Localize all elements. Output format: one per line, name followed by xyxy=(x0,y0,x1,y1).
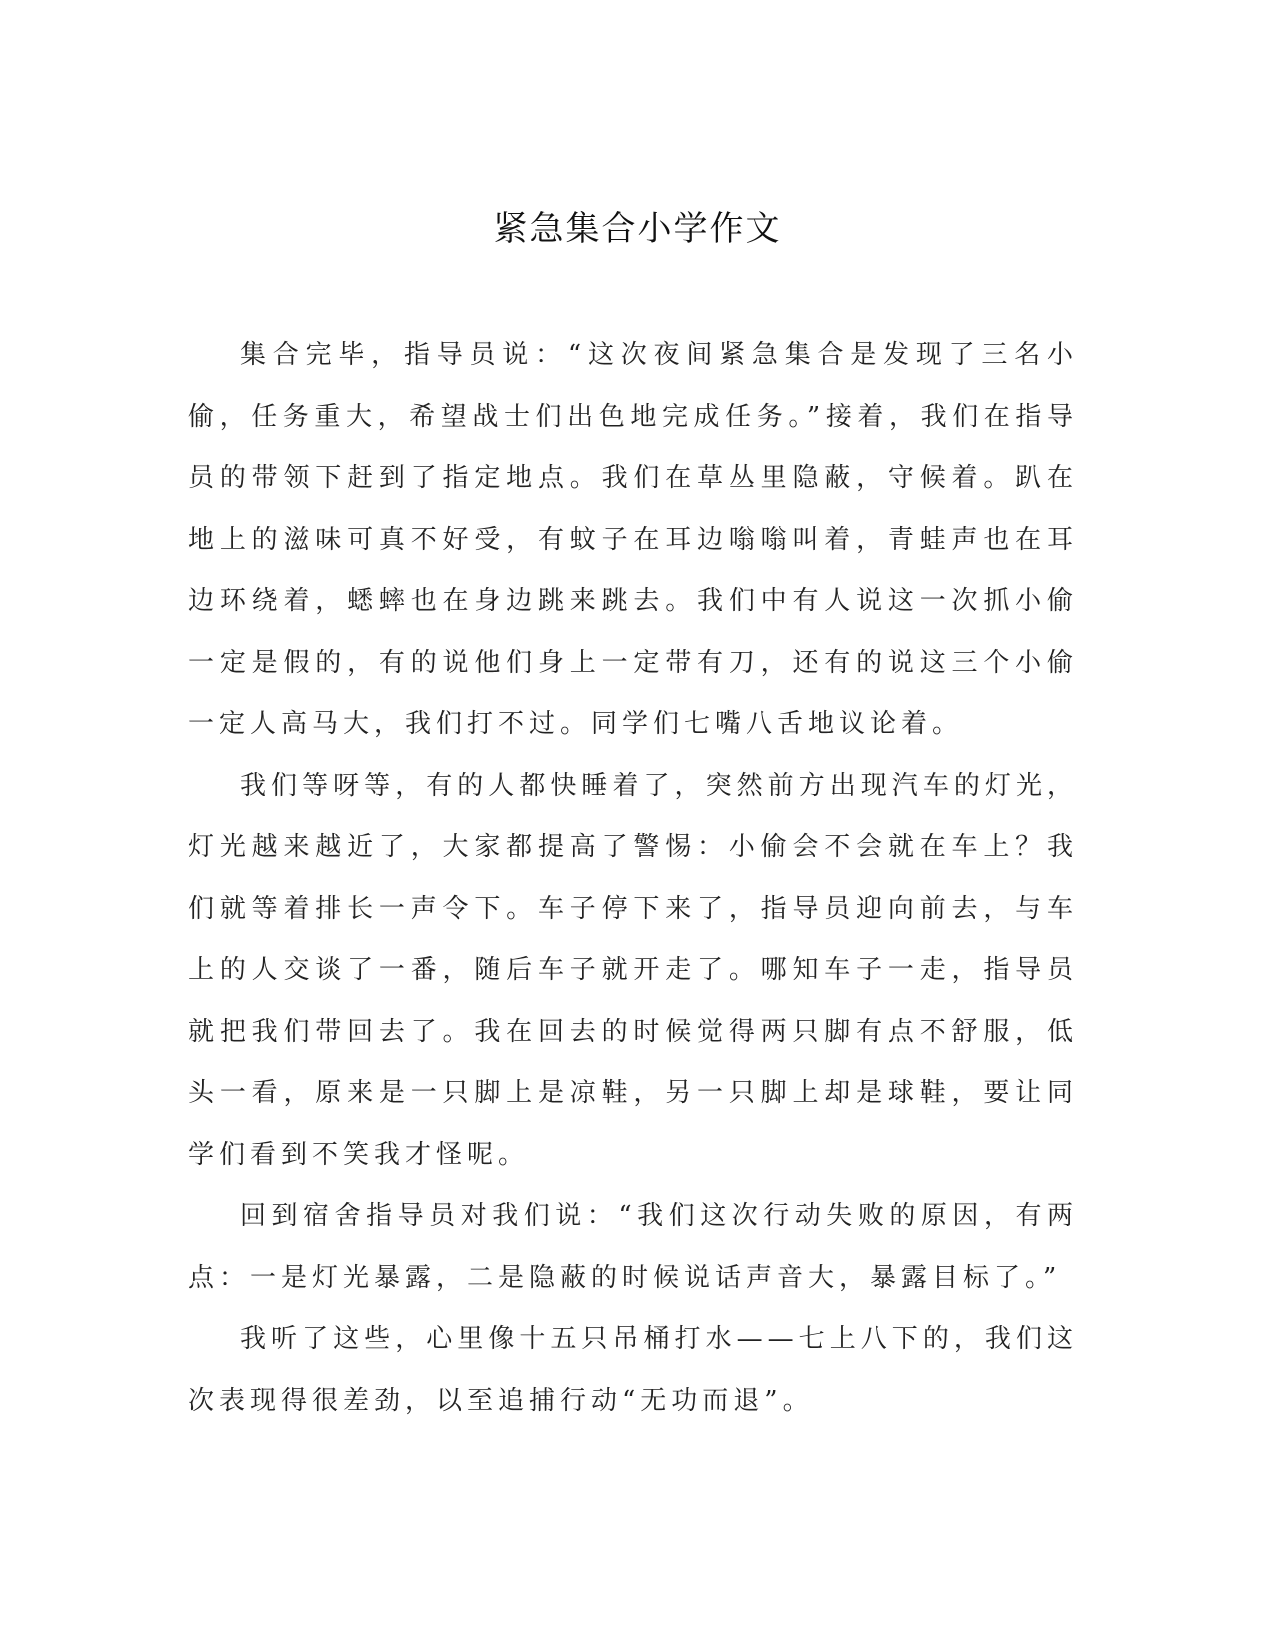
paragraph-4: 我听了这些，心里像十五只吊桶打水——七上八下的，我们这次表现得很差劲，以至追捕行动“无功而退”。 xyxy=(188,1324,1078,1416)
paragraph-3: 回到宿舍指导员对我们说：“我们这次行动失败的原因，有两点：一是灯光暴露，二是隐蔽的时候说话声音大，暴露目标了。” xyxy=(188,1201,1078,1293)
paragraph-1: 集合完毕，指导员说：“这次夜间紧急集合是发现了三名小偷，任务重大，希望战士们出色地完成任务。”接着，我们在指导员的带领下赶到了指定地点。我们在草丛里隐蔽，守候着。趴在地上的滋味可真不好受，有蚊子在耳边嗡嗡叫着，青蛙声也在耳边环绕着，蟋蟀也在身边跳来跳去。我们中有人说这一次抓小偷一定是假的，有的说他们身上一定带有刀，还有的说这三个小偷一定人高马大，我们打不过。同学们七嘴八舌地议论着。 xyxy=(188,340,1078,739)
document-body xyxy=(188,325,1078,1432)
paragraph-2: 我们等呀等，有的人都快睡着了，突然前方出现汽车的灯光，灯光越来越近了，大家都提高了警惕：小偷会不会就在车上？我们就等着排长一声令下。车子停下来了，指导员迎向前去，与车上的人交谈了一番，随后车子就开走了。哪知车子一走，指导员就把我们带回去了。我在回去的时候觉得两只脚有点不舒服，低头一看，原来是一只脚上是凉鞋，另一只脚上却是球鞋，要让同学们看到不笑我才怪呢。 xyxy=(188,770,1078,1170)
document-title: 紧急集合小学作文 xyxy=(493,209,782,249)
